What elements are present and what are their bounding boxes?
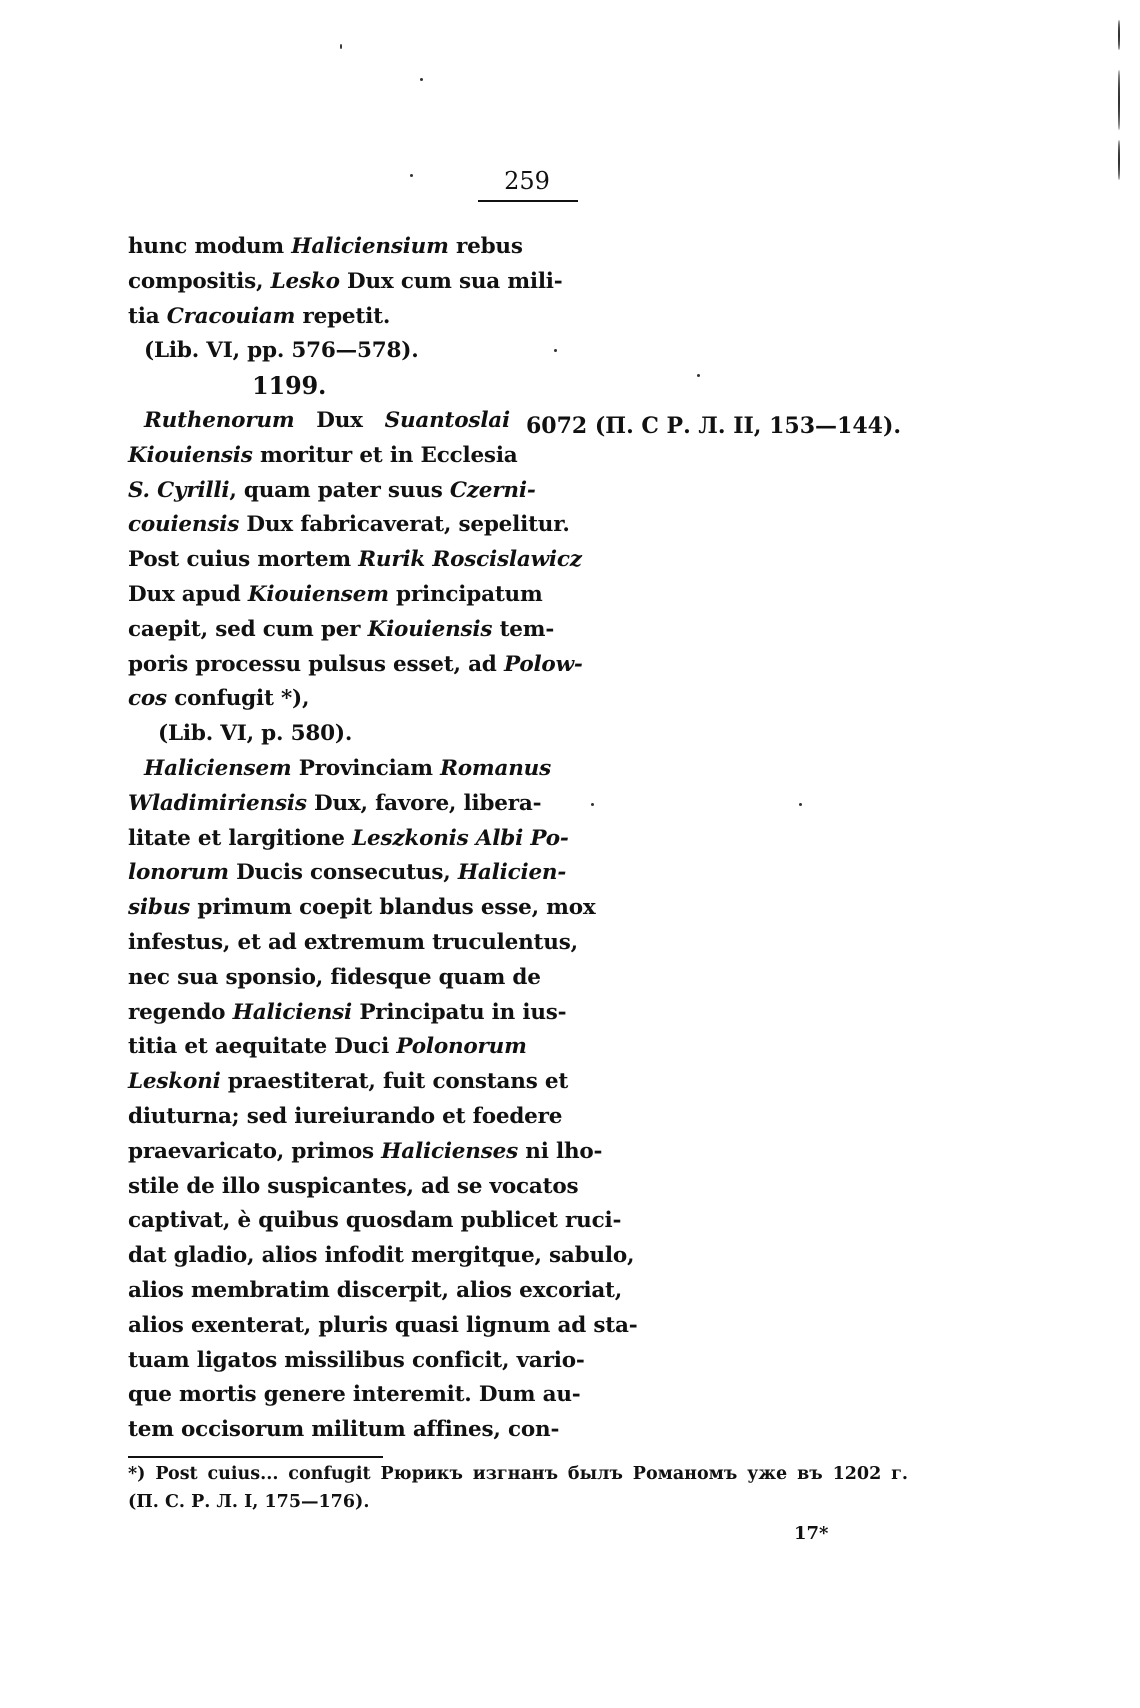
text-line: Kiouiensis moritur et in Ecclesia xyxy=(128,442,518,468)
text-line: lonorum Ducis consecutus, Halicien- xyxy=(128,860,567,886)
text-line: dat gladio, alios infodit mergitque, sabulo, xyxy=(128,1243,635,1269)
main-text-column xyxy=(128,230,638,1448)
page-number-rule xyxy=(478,200,578,202)
italic-segment: Czerni- xyxy=(449,477,536,503)
italic-segment: Kiouiensis xyxy=(128,442,253,468)
italic-segment: cos xyxy=(128,686,167,712)
scan-speck xyxy=(591,803,594,806)
scan-speck xyxy=(697,374,700,377)
footnote-line: (П. С. Р. Л. I, 175—176). xyxy=(128,1492,370,1512)
text-line: cos confugit *), xyxy=(128,686,310,712)
text-line: poris processu pulsus esset, ad Polow- xyxy=(128,651,583,677)
text-line: hunc modum Haliciensium rebus xyxy=(128,234,523,259)
italic-segment: couiensis xyxy=(128,512,240,538)
italic-segment: Haliciensium xyxy=(291,234,449,259)
italic-segment: Lesko xyxy=(270,268,340,294)
italic-segment: Leszkonis Albi Po- xyxy=(352,825,569,851)
text-line: litate et largitione Leszkonis Albi Po- xyxy=(128,825,569,851)
italic-segment: Wladimiriensis xyxy=(128,790,307,816)
text-line: Leskoni praestiterat, fuit constans et xyxy=(128,1069,569,1095)
footnote-rule xyxy=(128,1456,383,1458)
text-line: caepit, sed cum per Kiouiensis tem- xyxy=(128,616,555,642)
italic-segment: Romanus xyxy=(440,755,551,781)
text-line: tuam ligatos missilibus conficit, vario- xyxy=(128,1347,585,1373)
italic-segment: Polow- xyxy=(503,651,583,677)
italic-segment: Halicienses xyxy=(381,1138,519,1164)
italic-segment: sibus xyxy=(128,895,191,921)
italic-segment: Kiouiensis xyxy=(367,616,493,642)
text-line: titia et aequitate Duci Polonorum xyxy=(128,1034,527,1060)
scan-speck xyxy=(1118,20,1120,50)
signature-mark: 17* xyxy=(794,1523,829,1544)
text-line: nec sua sponsio, fidesque quam de xyxy=(128,964,541,990)
text-line: Haliciensem Provinciam Romanus xyxy=(144,755,551,781)
text-line: infestus, et ad extremum truculentus, xyxy=(128,929,578,955)
text-line: captivat, è quibus quosdam publicet ruci- xyxy=(128,1208,622,1234)
year-heading: 1199. xyxy=(252,371,327,401)
text-line: praevaricato, primos Halicienses ni lho- xyxy=(128,1138,603,1164)
scan-speck xyxy=(554,349,557,352)
page-number: 259 xyxy=(504,167,550,195)
text-line: tem occisorum militum affines, con- xyxy=(128,1417,560,1443)
scan-speck xyxy=(1118,70,1120,130)
text-line: sibus primum coepit blandus esse, mox xyxy=(128,895,596,921)
text-line: (Lib. VI, pp. 576—578). xyxy=(144,338,419,364)
scan-speck xyxy=(1118,140,1120,180)
text-line: diuturna; sed iureiurando et foedere xyxy=(128,1103,563,1129)
text-line: Dux apud Kiouiensem principatum xyxy=(128,581,543,607)
text-line: stile de illo suspicantes, ad se vocatos xyxy=(128,1173,579,1199)
text-line: (Lib. VI, p. 580). xyxy=(158,721,353,747)
footnotes xyxy=(128,1460,908,1516)
italic-segment: Polonorum xyxy=(396,1034,527,1060)
text-line: regendo Haliciensi Principatu in ius- xyxy=(128,999,567,1025)
text-line: que mortis genere interemit. Dum au- xyxy=(128,1382,581,1408)
scan-speck xyxy=(799,803,802,806)
italic-segment: Haliciensem xyxy=(144,755,292,781)
text-line: S. Cyrilli, quam pater suus Czerni- xyxy=(128,477,536,503)
italic-segment: Cracouiam xyxy=(166,303,296,329)
scan-speck xyxy=(420,78,423,81)
text-line: Post cuius mortem Rurik Roscislawicz xyxy=(128,547,582,573)
text-line: Ruthenorum Dux Suantoslai xyxy=(144,407,510,433)
text-line: tia Cracouiam repetit. xyxy=(128,303,391,329)
italic-segment: Suantoslai xyxy=(384,407,510,433)
italic-segment: lonorum xyxy=(128,860,229,886)
scan-speck xyxy=(410,174,413,177)
italic-segment: Haliciensi xyxy=(232,999,353,1025)
italic-segment: Kiouiensem xyxy=(247,581,389,607)
text-line: compositis, Lesko Dux cum sua mili- xyxy=(128,268,563,294)
text-line: alios exenterat, pluris quasi lignum ad sta- xyxy=(128,1312,638,1338)
text-line: Wladimiriensis Dux, favore, libera- xyxy=(128,790,542,816)
italic-segment: Halicien- xyxy=(457,860,567,886)
text-line: alios membratim discerpit, alios excoriat, xyxy=(128,1277,623,1303)
italic-segment: Rurik Roscislawicz xyxy=(358,547,582,573)
margin-note: 6072 (П. С Р. Л. II, 153—144). xyxy=(526,413,902,439)
italic-segment: Leskoni xyxy=(128,1069,221,1095)
footnote-line: *) Post cuius... confugit Рюрикъ изгнанъ былъ Романомъ уже въ 1202 г. xyxy=(128,1464,908,1484)
italic-segment: Ruthenorum xyxy=(144,407,295,433)
italic-segment: S. Cyrilli xyxy=(128,477,230,503)
scan-speck xyxy=(340,44,342,49)
text-line: couiensis Dux fabricaverat, sepelitur. xyxy=(128,512,570,538)
